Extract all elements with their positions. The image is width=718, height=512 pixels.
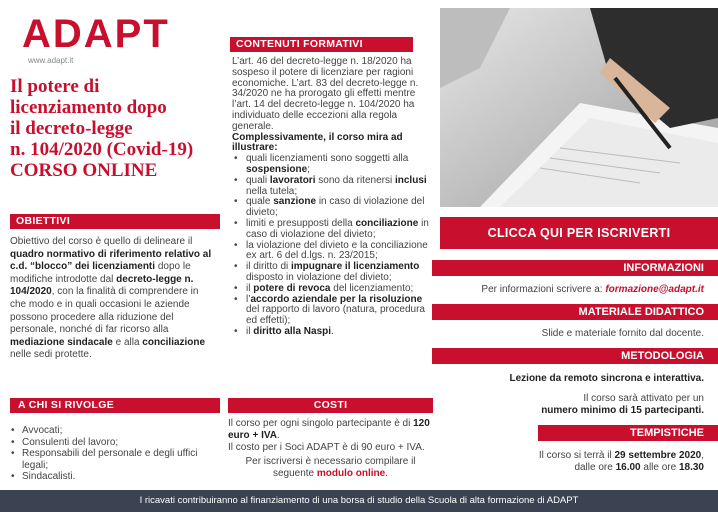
title-line: CORSO ONLINE	[10, 160, 158, 181]
title-line: n. 104/2020 (Covid-19)	[10, 139, 194, 160]
text-span: Complessivamente, il corso mira ad illustrare	[232, 131, 403, 154]
text-span: alle ore	[640, 462, 679, 473]
text-bold: sospensione	[246, 163, 308, 175]
text-bold: numero minimo di 15 partecipanti.	[541, 405, 704, 416]
contenuti-text	[232, 57, 432, 338]
metodologia-line: Il corso sarà attivato per un	[583, 393, 704, 404]
text-span: quali	[246, 174, 270, 186]
text-span: nelle sedi protette.	[10, 349, 92, 361]
text-bold: accordo aziendale per la risoluzione	[250, 293, 423, 305]
text-bold: potere di revoca	[253, 282, 331, 294]
materiale-text: Slide e materiale fornito dal docente.	[541, 328, 704, 339]
email-link[interactable]: formazione@adapt.it	[605, 284, 704, 295]
list-item	[232, 176, 432, 198]
list-item: • Responsabili del personale e degli uffici legali;	[10, 448, 220, 471]
text-bold: sanzione	[273, 196, 317, 208]
list-item	[232, 219, 432, 241]
text-span: il	[246, 282, 254, 294]
text-span: sono da ritenersi	[315, 174, 395, 186]
text-span: del rapporto di lavoro (natura, procedura ed effetti);	[246, 304, 425, 327]
course-title	[10, 76, 225, 181]
list-item	[232, 241, 432, 263]
text-span: il diritto di	[246, 261, 292, 273]
text-span: il	[246, 325, 254, 337]
text-bold: 18.30	[678, 462, 704, 473]
text-span: la violazione del divieto e la conciliazione ex art. 6 del d.lgs. n. 23/2015;	[246, 239, 428, 262]
informazioni-header: INFORMAZIONI	[432, 260, 718, 276]
costi-header: COSTI	[228, 398, 433, 413]
text-bold: diritto alla Naspi	[253, 325, 332, 337]
title-line: il decreto-legge	[10, 118, 133, 139]
metodologia-line	[414, 405, 704, 417]
text-bold: inclusi	[394, 174, 427, 186]
list-item: • Sindacalisti.	[10, 471, 220, 483]
text-span: .	[277, 430, 280, 441]
target-list	[10, 425, 220, 483]
logo-text: ADAPT	[22, 12, 170, 56]
text-span: quale	[246, 196, 274, 208]
text-span: ,	[701, 450, 704, 461]
text-span: Per informazioni scrivere a:	[481, 284, 606, 295]
tempistiche-header: TEMPISTICHE	[538, 425, 718, 441]
register-button[interactable]: CLICCA QUI PER ISCRIVERTI	[440, 217, 718, 249]
list-item	[232, 154, 432, 176]
text-bold: Lezione da remoto sincrona e interattiva.	[509, 373, 704, 384]
text-bold: conciliazione	[355, 217, 419, 229]
text-span: ;	[307, 163, 310, 175]
info-text	[414, 284, 704, 296]
tempistiche-text	[414, 450, 704, 474]
obiettivi-header: OBIETTIVI	[10, 214, 220, 229]
contenuti-header: CONTENUTI FORMATIVI	[230, 37, 413, 52]
list-item	[232, 197, 432, 219]
title-line: licenziamento dopo	[10, 97, 167, 118]
text-span: disposto in violazione del divieto;	[246, 271, 392, 283]
text-span: limiti e presupposti della	[246, 217, 356, 229]
text-bold: lavoratori	[269, 174, 316, 186]
obiettivi-text	[10, 236, 215, 362]
text-span: in caso di violazione del divieto;	[246, 217, 429, 240]
text-bold: 16.00	[615, 462, 641, 473]
text-span: :	[274, 142, 278, 154]
text-bold: decreto-legge n. 104/2020	[10, 273, 194, 298]
adapt-logo[interactable]	[22, 12, 172, 72]
text-span: .	[331, 325, 334, 337]
photo-illustration	[440, 8, 718, 207]
list-item	[232, 295, 432, 327]
footer-note: I ricavati contribuiranno al finanziamento di una borsa di studio della Scuola di alta formazione di ADAPT	[0, 490, 718, 512]
text-span: , con la finalità di comprendere in che modo e in quali occasioni le aziende possono procedere alla riduzione del personale, nonché di far ricorso alla	[10, 286, 199, 336]
metodologia-text	[414, 373, 704, 417]
materiale-header: MATERIALE DIDATTICO	[432, 304, 718, 320]
text-span: dopo le modifiche introdotte dal	[10, 261, 191, 285]
list-item	[232, 262, 432, 284]
logo-url: www.adapt.it	[28, 56, 74, 65]
costi-text	[228, 418, 433, 480]
title-line: Il potere di	[10, 76, 100, 97]
contenuti-intro: L’art. 46 del decreto-legge n. 18/2020 ha sospeso il potere di licenziare per ragioni economiche. L’art. 83 del decreto-legge n. 34/2020 ne ha prorogato gli effetti mentre l’art. 14 del decreto-legge n. 104/2020 ha individuato delle eccezioni alla regola generale.	[232, 56, 419, 132]
online-form-link[interactable]: modulo online	[316, 468, 386, 479]
text-bold: conciliazione	[142, 336, 206, 348]
text-bold: mediazione sindacale	[10, 336, 113, 348]
text-span: del licenziamento;	[330, 282, 414, 294]
text-span: Per iscriversi è necessario compilare il seguente	[245, 456, 416, 479]
contenuti-lead	[232, 133, 432, 155]
list-item: • Avvocati;	[10, 425, 220, 437]
text-span: Il corso per ogni singolo partecipante è di	[228, 418, 414, 429]
text-span: Obiettivo del corso è quello di delineare il	[10, 236, 193, 247]
text-bold: 29 settembre 2020	[614, 450, 702, 461]
text-span: e alla	[112, 336, 143, 348]
target-header: A CHI SI RIVOLGE	[10, 398, 220, 413]
text-span: Il corso si terrà il	[538, 450, 615, 461]
tempistiche-line	[414, 462, 704, 474]
text-bold: quadro normativo di riferimento relativo al c.d. “blocco” dei licenziamenti	[10, 248, 212, 273]
list-item: • Consulenti del lavoro;	[10, 437, 220, 449]
text-span: l’	[246, 293, 251, 305]
costi-line: Il costo per i Soci ADAPT è di 90 euro + IVA.	[228, 442, 425, 453]
tempistiche-line	[414, 450, 704, 462]
text-bold: 120 euro + IVA	[228, 418, 430, 441]
text-span: in caso di violazione del divieto;	[246, 196, 425, 219]
costi-line	[228, 418, 433, 442]
contract-signing-photo	[440, 8, 718, 207]
metodologia-header: METODOLOGIA	[432, 348, 718, 364]
list-item	[232, 327, 432, 338]
text-span: quali licenziamenti sono soggetti alla	[246, 153, 409, 165]
contenuti-list	[232, 154, 432, 338]
text-span: nella tutela;	[246, 185, 298, 197]
text-span: dalle ore	[574, 462, 616, 473]
metodologia-line	[414, 373, 704, 385]
text-bold: impugnare il licenziamento	[291, 261, 420, 273]
text-span: .	[385, 468, 389, 479]
costi-line	[228, 456, 433, 480]
